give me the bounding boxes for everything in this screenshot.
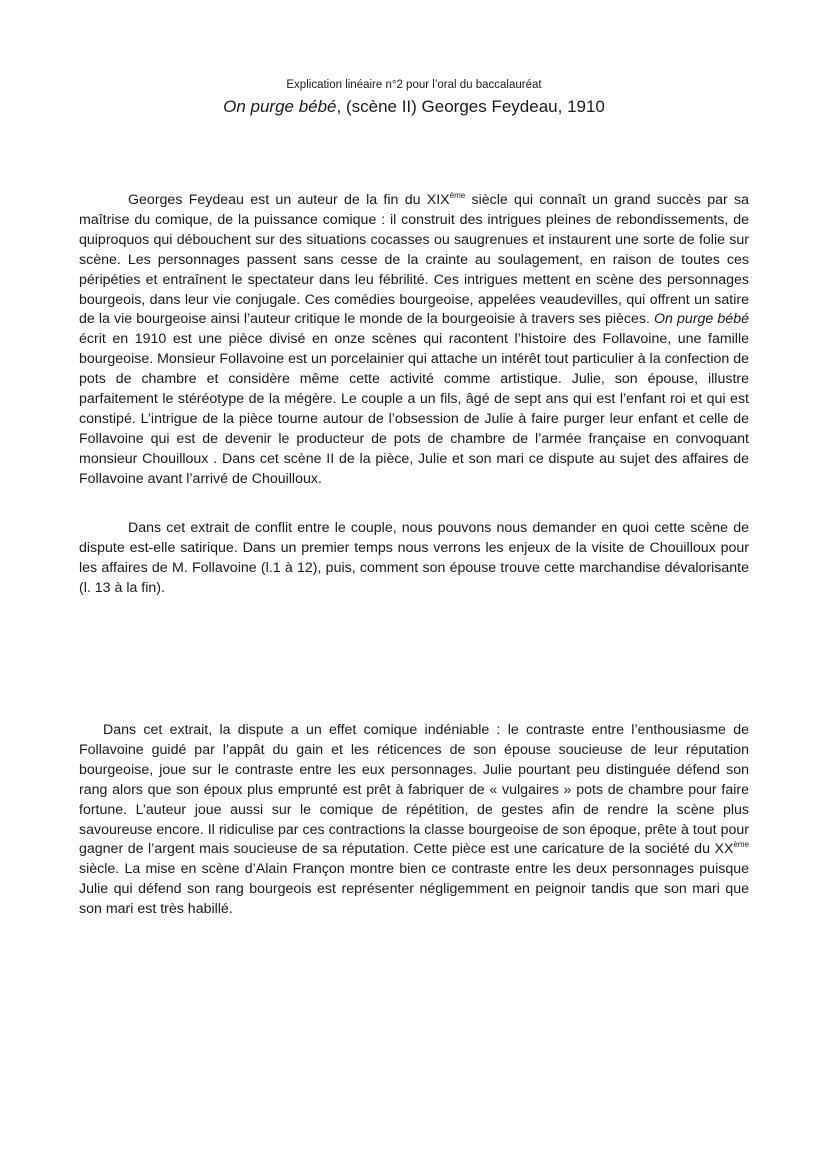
introduction-paragraph (79, 191, 749, 490)
century-superscript-2: ème (733, 840, 749, 850)
intro-text-2: siècle qui connaît un grand succès par sa maîtrise du comique, de la puissance comique : il construit des intrigues pleines de rebondissements, de quiproquos qui débouchent sur des situations cocasses ou saugrenues et instaurent une sorte de folie sur scène. Les personnages passent sans cesse de la crainte au soulagement, en raison de toutes ces péripéties et entraînent le spectateur dans leu fébrilité. Ces intrigues mettent en scène des personnages bourgeois, dans leur vie conjugale. Ces comédies bourgeoise, appelées veaudevilles, qui offrent un satire de la vie bourgeoise ainsi l’auteur critique le monde de la bourgeoisie à travers ses pièces. (79, 192, 749, 328)
intro-text-3: écrit en 1910 est une pièce divisé en onze scènes qui racontent l’histoire des Follavoine, une famille bourgeoise. Monsieur Follavoine est un porcelainier qui attache un intérêt tout particulier à la confection de pots de chambre et considère même cette activité comme artistique. Julie, son épouse, illustre parfaitement le stéréotype de la mégère. Le couple a un fils, âgé de sept ans qui est l’enfant roi et qui est constipé. L’intrigue de la pièce tourne autour de l’obsession de Julie à faire purger leur enfant et celle de Follavoine qui est de devenir le producteur de pots de chambre de l’armée française en convoquant monsieur Chouilloux . Dans cet scène II de la pièce, Julie et son mari ce dispute au sujet des affaires de Follavoine avant l’arrivé de Chouilloux. (79, 331, 749, 487)
analysis-text-1: Dans cet extrait, la dispute a un effet comique indéniable : le contraste entre l’enthousiasme de Follavoine guidé par l’appât du gain et les réticences de son épouse soucieuse de leur réputation bourgeoise, joue sur le contraste entre les eux personnages. Julie pourtant peu distinguée défend son rang alors que son époux plus emprunté est prêt à fabriquer de « vulgaires » pots de chambre pour faire fortune. L’auteur joue aussi sur le comique de répétition, de gestes afin de rendre la scène plus savoureuse encore. Il ridiculise par ces contractions la classe bourgeoise de son époque, prête à tout pour gagner de l’argent mais soucieuse de sa réputation. Cette pièce est une caricature de la société du XX (79, 722, 749, 858)
analysis-text-2: siècle. La mise en scène d’Alain Françon montre bien ce contraste entre les deux personnages puisque Julie qui défend son rang bourgeois est représenter négligemment en peignoir tandis que son mari que son mari est très habillé. (79, 861, 749, 918)
title-details: , (scène II) Georges Feydeau, 1910 (336, 97, 605, 116)
document-title (0, 97, 828, 117)
play-title: On purge bébé (223, 97, 337, 116)
play-title-inline: On purge bébé (654, 311, 749, 328)
intro-text-1: Georges Feydeau est un auteur de la fin du XIX (128, 192, 450, 208)
problematic-paragraph: Dans cet extrait de conflit entre le couple, nous pouvons nous demander en quoi cette scène de dispute est-elle satirique. Dans un premier temps nous verrons les enjeux de la visite de Chouilloux pour les affaires de M. Follavoine (l.1 à 12), puis, comment son épouse trouve cette marchandise dévalorisante (l. 13 à la fin). (79, 520, 749, 596)
century-superscript: ème (449, 191, 466, 200)
analysis-paragraph (79, 721, 749, 920)
document-subtitle: Explication linéaire n°2 pour l’oral du baccalauréat (286, 79, 542, 91)
